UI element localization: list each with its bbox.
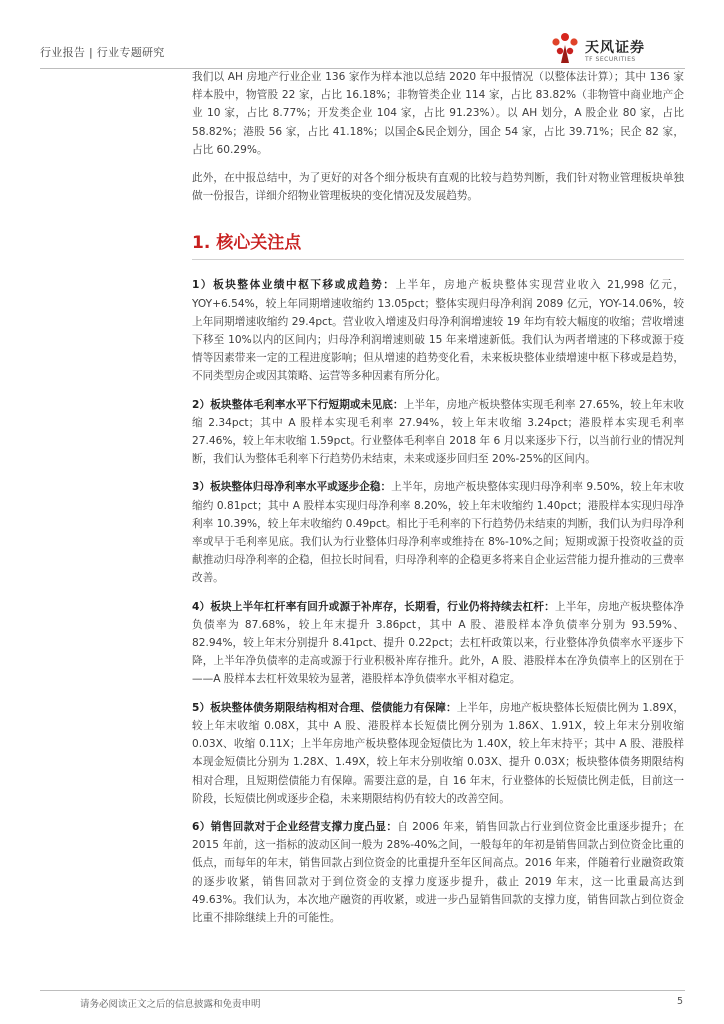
logo-wordmark: 天风证券 (585, 40, 645, 56)
key-point-5 (192, 699, 684, 808)
key-point-3-lead: 3）板块整体归母净利率水平或逐步企稳： (192, 481, 392, 494)
intro-paragraph-2: 此外，在中报总结中，为了更好的对各个细分板块有直观的比较与趋势判断，我们针对物业管理板块单独做一份报告，详细介绍物业管理板块的变化情况及发展趋势。 (192, 172, 684, 203)
key-point-5-body: 上半年，房地产板块整体长短债比例为 1.89X，较上年末收缩 0.08X，其中 A 股、港股样本长短债比例分别为 1.86X、1.91X，较上年末分别收缩 0.03X、收缩 0.11X；上半年房地产板块整体现金短债比为 1.40X，较上年末持平；其中 A 股、港股样本现金短债比分别为 1.28X、1.49X，较上年末分别收缩 0.03X、提升 0.03X；板块整体债务期限结构相对合理，且短期偿债能力有保障。需要注意的是，自 16 年末，行业整体的长短债比例走低，目前这一阶段，长短债比例或逐步企稳，未来期限结构仍有较大的改善空间。 (192, 701, 684, 805)
disclaimer-text: 请务必阅读正文之后的信息披露和免责申明 (80, 999, 261, 1010)
intro-paragraph-1: 我们以 AH 房地产行业企业 136 家作为样本池以总结 2020 年中报情况（以整体法计算）；其中 136 家样本股中，物管股 22 家，占比 16.18%；非物管类企业 114 家，占比 83.82%（非物管中商业地产企业 10 家，占比 8.77%；开发类企业 104 家，占比 91.23%）。以 AH 划分，A 股企业 80 家，占比 58.82%；港股 56 家，占比 41.18%；以国企&民企划分，国企 54 家，占比 39.71%；民企 82 家，占比 60.29%。 (192, 71, 684, 156)
key-point-6 (192, 818, 684, 927)
key-point-4-lead: 4）板块上半年杠杆率有回升或源于补库存，长期看，行业仍将持续去杠杆： (192, 600, 555, 613)
key-point-1-lead: 1）板块整体业绩中枢下移或成趋势： (192, 279, 396, 292)
key-point-1 (192, 276, 684, 385)
page-footer (40, 990, 685, 1010)
key-point-3-body: 上半年，房地产板块整体实现归母净利率 9.50%，较上年末收缩约 0.81pct；其中 A 股样本实现归母净利率 8.20%，较上年末收缩约 1.40pct；港股样本实现归母净利率 10.39%，较上年末收缩约 0.49pct。相比于毛利率的下行趋势仍未结束的判断，我们认为归母净利率或早于毛利率见底。我们认为行业整体归母净利率或维持在 8%-10%之间；短期或源于投资收益的贡献推动归母净利率的企稳，但拉长时间看，归母净利率的企稳更多将来自企业运营能力提升推动的三费率改善。 (192, 481, 684, 585)
key-point-2-body: 上半年，房地产板块整体实现毛利率 27.65%，较上年末收缩 2.34pct；其中 A 股样本实现毛利率 27.94%，较上年末收缩 3.24pct；港股样本实现毛利率 27.46%，较上年末收缩 1.59pct。行业整体毛利率自 2018 年 6 月以来逐步下行，以当前行业的情况判断，我们认为整体毛利率下行趋势仍未结束，未来或逐步回归至 20%-25%的区间内。 (192, 398, 684, 466)
key-point-1-body: 上半年，房地产板块整体实现营业收入 21,998 亿元，YOY+6.54%，较上年同期增速收缩约 13.05pct；整体实现归母净利润 2089 亿元，YOY-14.06%，较上年同期增速收缩约 29.4pct。营业收入增速及归母净利润增速较 19 年均有较大幅度的收缩；营收增速下移至 10%以内的区间内；归母净利润增速则破 15 年来增速新低。我们认为两者增速的下移或源于疫情等因素带来一定的工程进度影响；但从增速的趋势变化看，未来板块整体业绩增速中枢下移或是趋势，不同类型房企或因其策略、运营等多种因素有所分化。 (192, 279, 684, 383)
logo-subtitle: TF SECURITIES (585, 56, 636, 63)
key-point-2 (192, 396, 684, 469)
logo-flame-icon (547, 32, 583, 66)
key-point-5-lead: 5）板块整体债务期限结构相对合理、偿债能力有保障： (192, 701, 457, 714)
page-number: 5 (676, 996, 683, 1007)
key-point-4 (192, 598, 684, 689)
tf-securities-logo (545, 32, 685, 68)
key-point-4-body: 上半年，房地产板块整体净负债率为 87.68%，较上年末提升 3.86pct，其中 A 股、港股样本净负债率分别为 93.59%、82.94%，较上年末分别提升 8.41pct、提升 0.22pct；去杠杆政策以来，行业整体净负债率水平逐步下降，上半年净负债率的走高或源于行业积极补库存推升。此外，A 股、港股样本在净负债率上的区别在于——A 股样本去杠杆效果较为显著，港股样本净负债率水平相对稳定。 (192, 600, 684, 686)
key-point-2-lead: 2）板块整体毛利率水平下行短期或未见底： (192, 398, 404, 411)
section-heading: 1. 核心关注点 (192, 231, 684, 260)
main-content (192, 68, 684, 937)
key-point-3 (192, 478, 684, 587)
footer-divider (40, 990, 685, 991)
report-type-label: 行业报告 | 行业专题研究 (40, 46, 165, 59)
key-point-6-body: 自 2006 年来，销售回款占行业到位资金比重逐步提升；在 2015 年前，这一指标的波动区间一般为 28%-40%之间，一般每年的年初是销售回款占到位资金比重的低点，而每年的年末，销售回款占到位资金的比重提升至年区间高点。2016 年来，伴随着行业融资政策的逐步收紧，销售回款对于到位资金的支撑力度逐步提升，截止 2019 年末，这一比重最高达到 49.63%。我们认为，本次地产融资的再收紧，或进一步凸显销售回款的支撑力度，销售回款占到位资金比重不排除继续上升的可能性。 (192, 820, 684, 924)
key-point-6-lead: 6）销售回款对于企业经营支撑力度凸显： (192, 820, 398, 833)
